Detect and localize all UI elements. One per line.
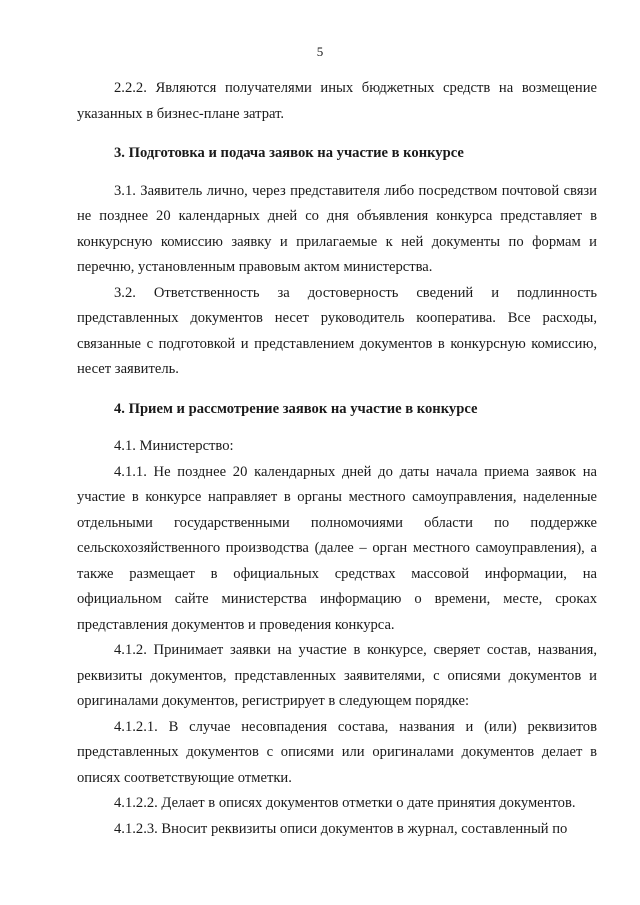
page-number: 5 xyxy=(316,44,324,59)
paragraph-4-1-1: 4.1.1. Не позднее 20 календарных дней до даты начала приема заявок на участие в конкурсе направляет в органы местного самоуправления, наделенные отдельными государственными полномочиями области по поддержке сельскохозяйственного производства (далее – орган местного самоуправления), а также размещает в официальных средствах массовой информации, на официальном сайте министерства информацию о времени, месте, сроках представления документов и проведения конкурса. xyxy=(77,463,597,633)
paragraph-4-1-2-1: 4.1.2.1. В случае несовпадения состава, названия и (или) реквизитов представленных документов с описями или оригиналами документов делает в описях соответствующие отметки. xyxy=(77,718,597,786)
document-body xyxy=(77,76,597,842)
paragraph-4-1-2-3: 4.1.2.3. Вносит реквизиты описи документов в журнал, составленный по xyxy=(114,820,568,837)
paragraph-4-1-2: 4.1.2. Принимает заявки на участие в конкурсе, сверяет состав, названия, реквизиты документов, представленных заявителями, с описями документов и оригиналами документов, регистрирует в следующем порядке: xyxy=(77,642,597,709)
section-heading-4: 4. Прием и рассмотрение заявок на участие в конкурсе xyxy=(114,400,478,417)
paragraph-3-2: 3.2. Ответственность за достоверность сведений и подлинность представленных документов несет руководитель кооператива. Все расходы, связанные с подготовкой и представлением документов в конкурсную комиссию, несет заявитель. xyxy=(77,284,597,377)
paragraph-3-1: 3.1. Заявитель лично, через представителя либо посредством почтовой связи не позднее 20 календарных дней со дня объявления конкурса представляет в конкурсную комиссию заявку и прилагаемые к ней документы по формам и перечню, установленным правовым актом министерства. xyxy=(77,182,597,275)
paragraph-2-2-2: 2.2.2. Являются получателями иных бюджетных средств на возмещение указанных в бизнес-плане затрат. xyxy=(77,80,597,122)
section-heading-3: 3. Подготовка и подача заявок на участие в конкурсе xyxy=(114,145,464,161)
paragraph-4-1-2-2: 4.1.2.2. Делает в описях документов отметки о дате принятия документов. xyxy=(114,795,576,811)
paragraph-4-1: 4.1. Министерство: xyxy=(114,438,234,454)
